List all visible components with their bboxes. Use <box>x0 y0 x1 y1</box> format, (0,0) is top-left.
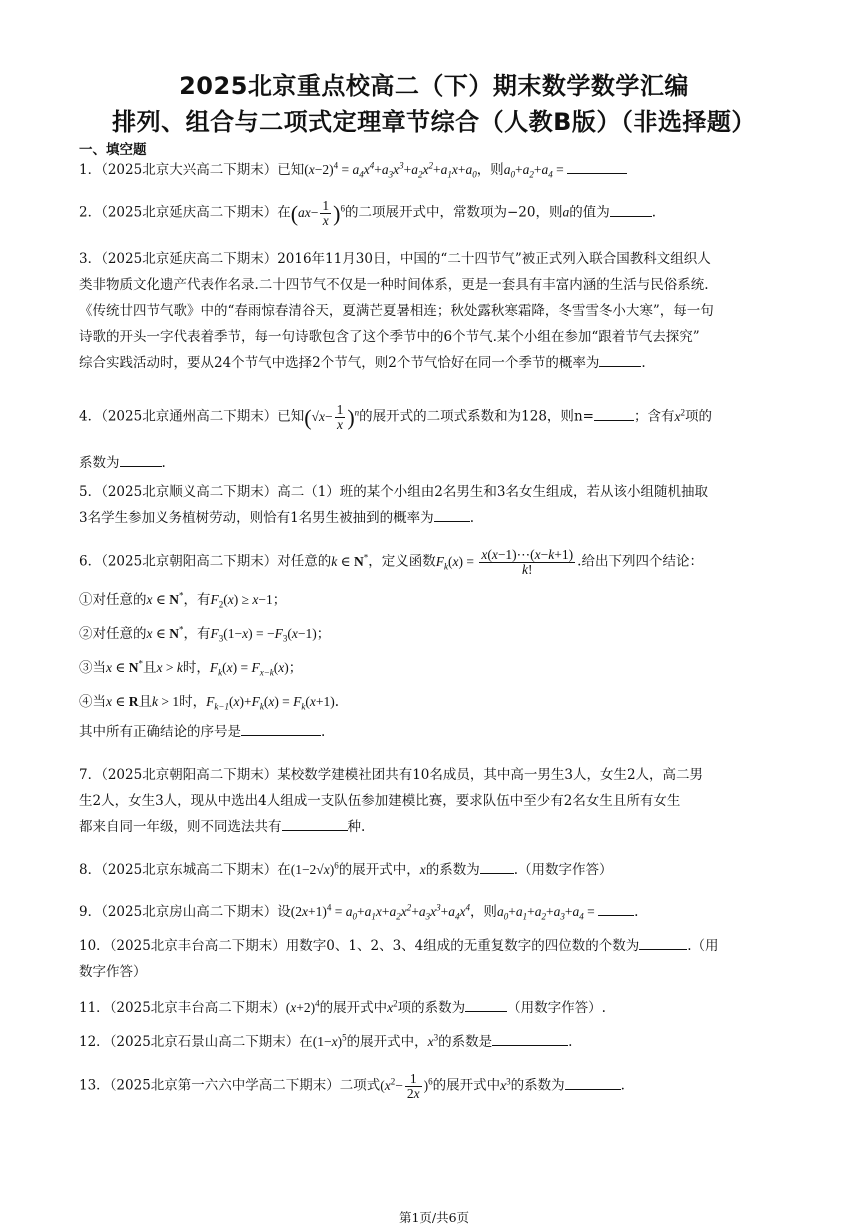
section-heading: 一、填空题 <box>79 142 147 158</box>
question-3: 3．（2025北京延庆高二下期末）2016年11月30日，中国的“二十四节气”被正式列入联合国教科文组织人 类非物质文化遗产代表作名录.二十四节气不仅是一种时间体系，更是一套具有丰富内涵的生活与民俗系统. 《传统廿四节气歌》中的“春雨惊春清谷天，夏满芒夏暑相连；秋处露秋寒霜降，冬雪雪冬小大寒”，每一句 诗歌的开头一字代表着季节，每一句诗歌包含了这个季节中的6个节气.某个小组在参加“跟着节气去探究” 综合实践活动时，要从24个节气中选择2个节气，则2个节气恰好在同一个季节的概率为 . <box>79 251 714 371</box>
document-title-line-1: 2025北京重点校高二（下）期末数学数学汇编 <box>179 72 689 100</box>
answer-blank-13[interactable] <box>565 1075 621 1090</box>
question-12: 12．（2025北京石景山高二下期末）在$(1-x)^5$的展开式中，$x^3$的系数是 . <box>79 1032 573 1050</box>
answer-blank-5[interactable] <box>434 507 470 522</box>
answer-blank-2[interactable] <box>610 202 652 217</box>
question-1: 1．（2025北京大兴高二下期末）已知$(x-2)^4 = a_4x^4+a_3x^3+a_2x^2+a_1x+a_0$，则$a_0+a_2+a_4$ = <box>79 157 791 183</box>
document-title-line-2: 排列、组合与二项式定理章节综合（人教B版）（非选择题） <box>112 108 756 136</box>
answer-blank-12[interactable] <box>492 1031 568 1046</box>
answer-blank-6[interactable] <box>241 721 321 736</box>
answer-blank-7[interactable] <box>282 816 348 831</box>
answer-blank-4a[interactable] <box>594 406 634 421</box>
page-footer: 第1页/共6页 <box>398 1210 470 1225</box>
question-10: 10．（2025北京丰台高二下期末）用数字0、1、2、3、4组成的无重复数字的四位数的个数为 .（用 数字作答） <box>79 933 791 985</box>
question-9: 9．（2025北京房山高二下期末）设$(2x+1)^4 = a_0+a_1x+a_2x^2+a_3x^3+a_4x^4$，则$a_0+a_1+a_2+a_3+a_4$ = . <box>79 902 639 922</box>
question-11: 11．（2025北京丰台高二下期末）$(x+2)^4$的展开式中$x^2$项的系数为 （用数字作答）. <box>79 998 606 1016</box>
question-6: 6．（2025北京朝阳高二下期末）对任意的k ∈ N*，定义函数$F_k(x)$ = $\frac{x(x-1)\cdots(x-k+1)}{k!}$ .给出下列四个结论： ①对任意的x ∈ N*，有$F_2(x) \ge x-1$； ②对任意的x ∈ N*，有$F_3(1-x) = -F_3(x-1)$； ③当x ∈ N*且x > k时，$F_k(x) = F_{x-k}(x)$； ④当x ∈ R且k > 1时，$F_{k-1}(x)+F_k(x) = F_k(x+1)$. 其中所有正确结论的序号是 . <box>79 547 703 740</box>
question-5: 5．（2025北京顺义高二下期末）高二（1）班的某个小组由2名男生和3名女生组成，若从该小组随机抽取 3名学生参加义务植树劳动，则恰有1名男生被抽到的概率为 . <box>79 484 708 526</box>
answer-blank-4b[interactable] <box>120 452 162 467</box>
answer-blank-10[interactable] <box>639 935 687 950</box>
question-13: 13．（2025北京第一六六中学高二下期末）二项式($x^2-$ $\frac{1}{2x}$ )$^6$的展开式中$x^3$的系数为 . <box>79 1071 625 1101</box>
answer-blank-11[interactable] <box>465 997 507 1012</box>
answer-blank-3[interactable] <box>599 352 641 367</box>
question-4: 4．（2025北京通州高二下期末）已知(√x− $\frac{1}{x}$ )$^n$的展开式的二项式系数和为128，则n= ；含有$x^2$项的 系数为 . <box>79 402 712 471</box>
answer-blank-1[interactable] <box>567 159 627 174</box>
question-7: 7．（2025北京朝阳高二下期末）某校数学建模社团共有10名成员，其中高一男生3人，女生2人，高二男 生2人，女生3人，现从中选出4人组成一支队伍参加建模比赛，要求队伍中至少有2名女生且所有女生 都来自同一年级，则不同选法共有 种. <box>79 767 704 835</box>
question-8: 8．（2025北京东城高二下期末）在$(1-2√x)^6$的展开式中，x的系数为 .（用数字作答） <box>79 860 613 878</box>
answer-blank-8[interactable] <box>480 859 514 874</box>
question-2: 2．（2025北京延庆高二下期末）在(ax− $\frac{1}{x}$ )$^6$的二项展开式中，常数项为−20，则a的值为 . <box>79 198 657 228</box>
answer-blank-9[interactable] <box>598 901 634 916</box>
